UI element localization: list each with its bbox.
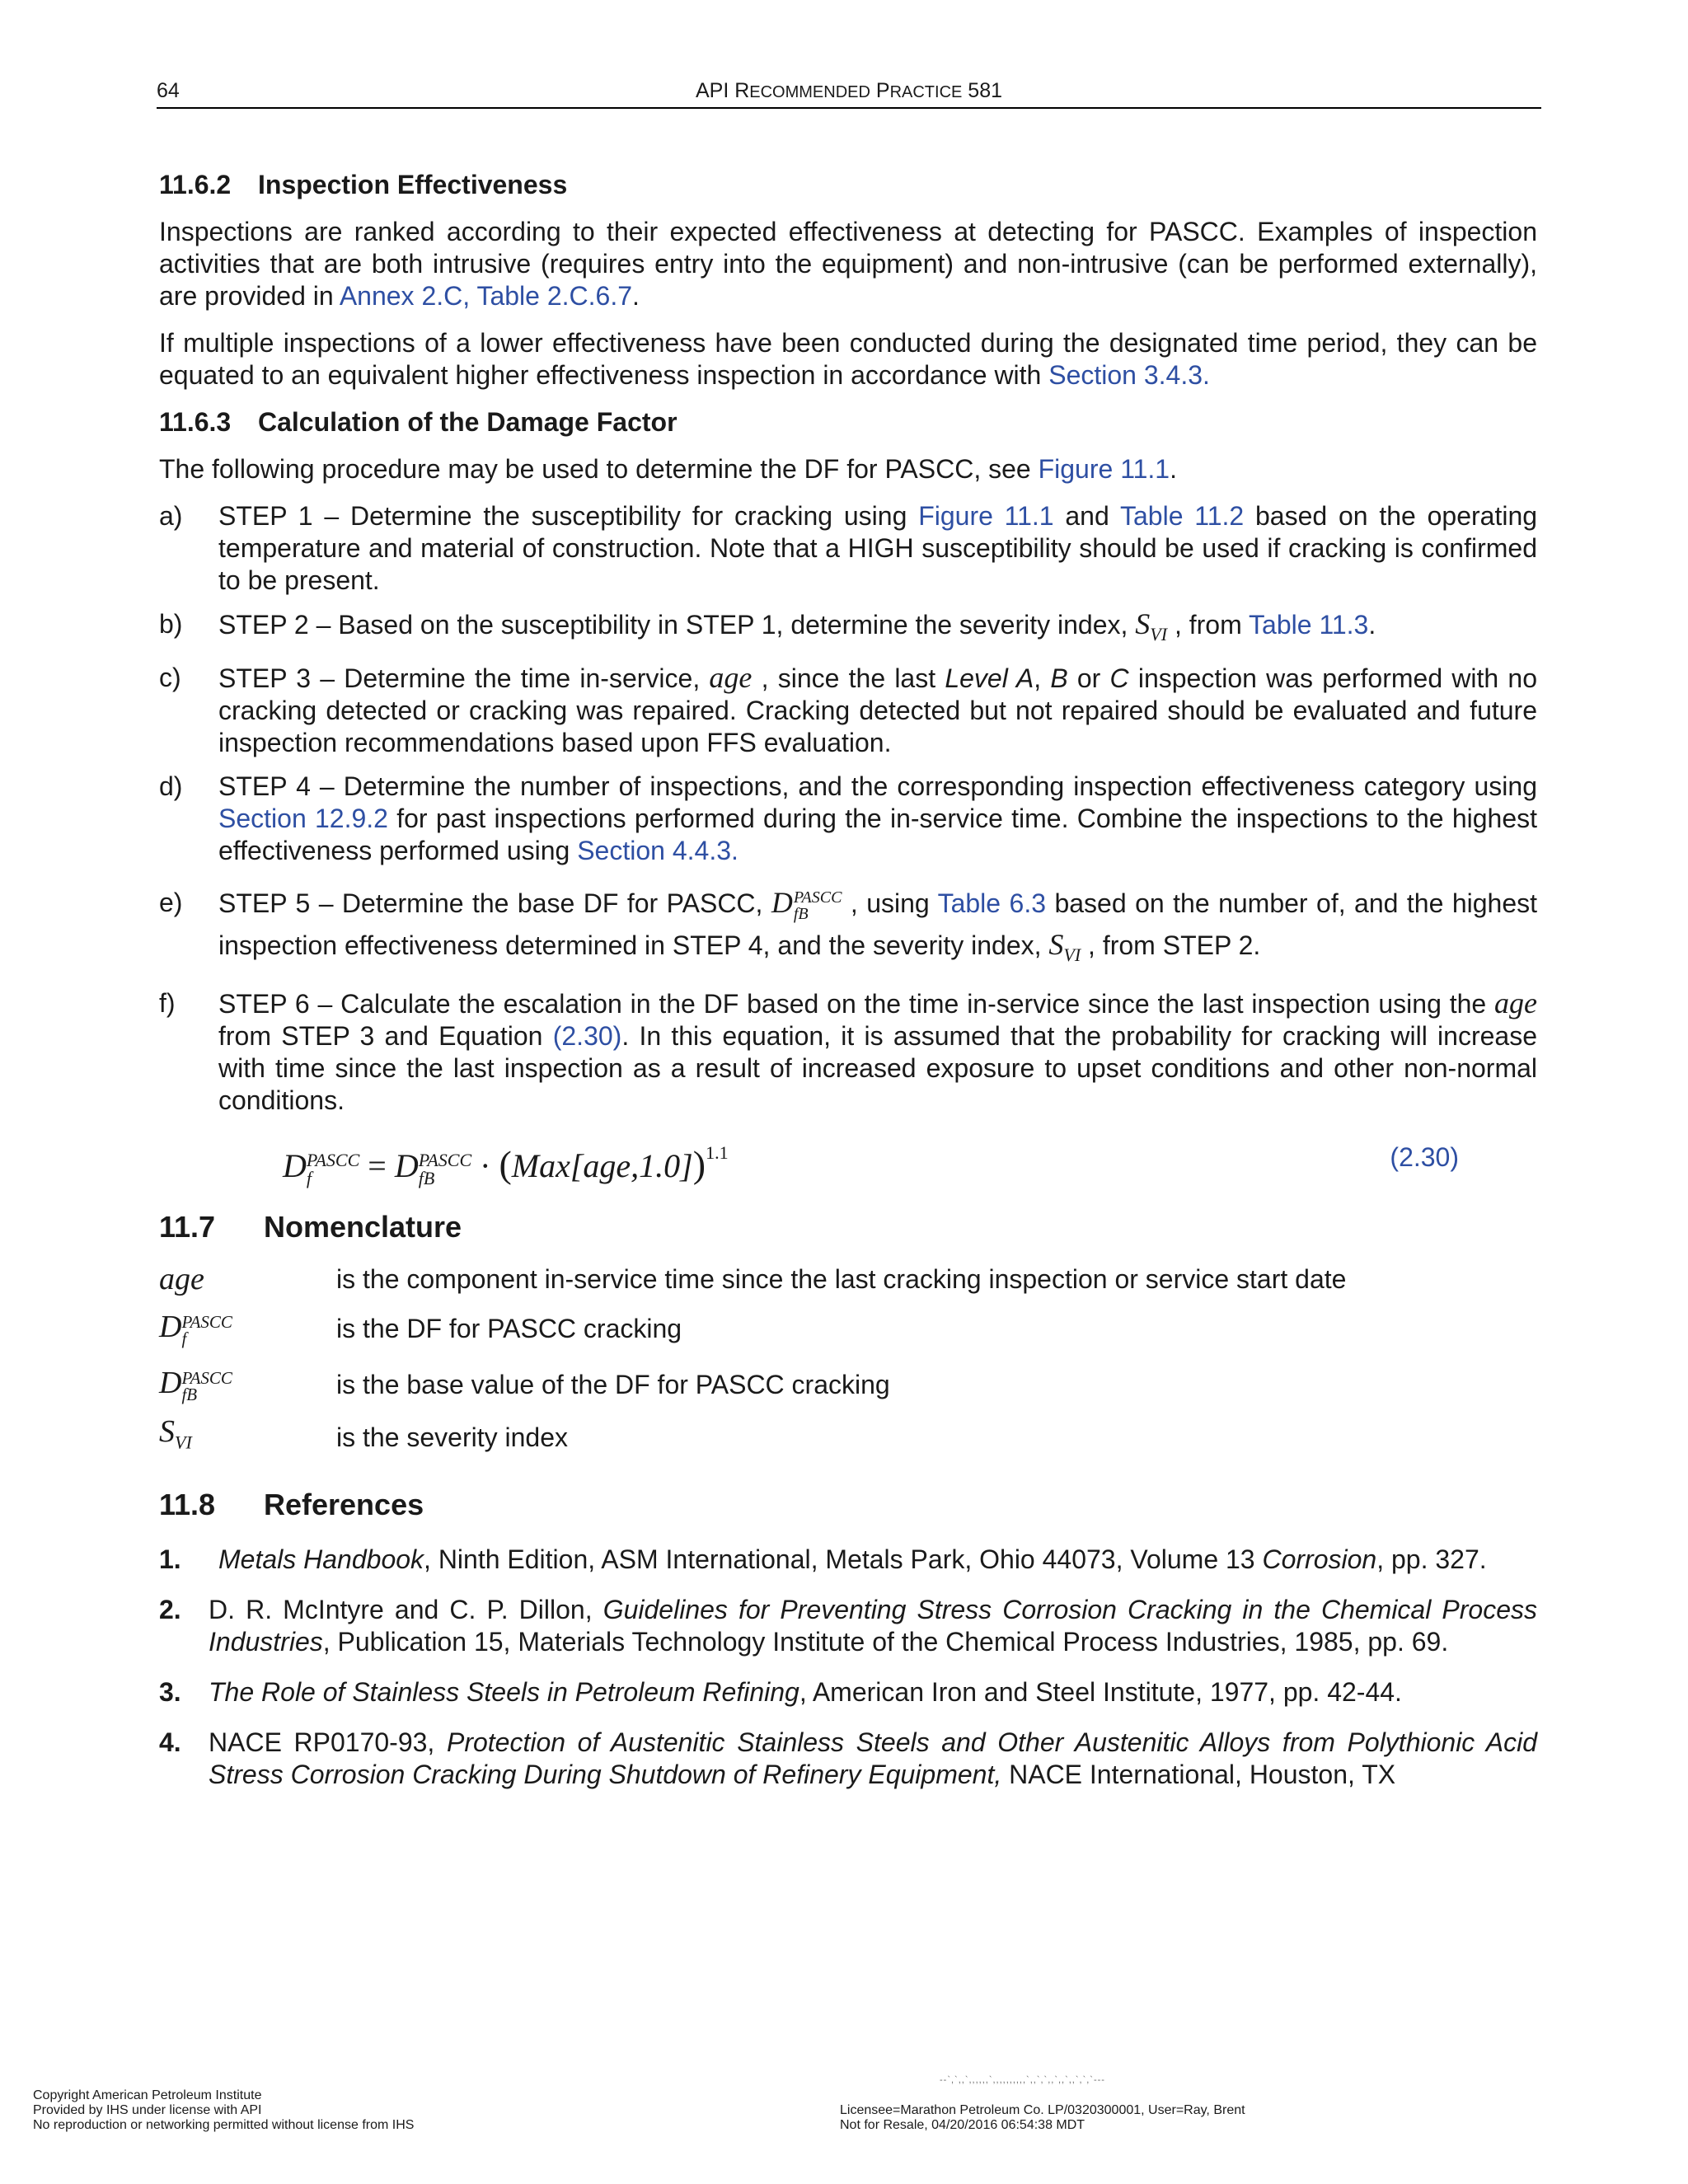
symbol-svi: $S_{VI}$ <box>159 1414 192 1453</box>
step-f: f) STEP 6 – Calculate the escalation in the DF based on the time in-service since the last inspection using the age from STEP 3 and Equation (2.30). In this equation, it is assumed that the probability for cracking will increase with time since the last inspection as a result of increased exposure to upset conditions and other non-normal conditions. <box>159 987 1538 1116</box>
link-annex-2c[interactable]: Annex 2.C, Table 2.C.6.7 <box>339 281 632 311</box>
equation-body: D PASCC f = D PASCC fB · $(Max[age,1.0])^{1.1}$ <box>283 1142 729 1189</box>
step-a: a) STEP 1 – Determine the susceptibility for cracking using Figure 11.1 and Table 11.2 based on the operating temperature and material of construction. Note that a HIGH susceptibility should be used if cracking is confirmed to be present. <box>159 501 1538 595</box>
reference-item: 4. NACE RP0170-93, Protection of Austenitic Stainless Steels and Other Austenitic Alloys from Polythionic Acid Stress Corrosion Cracking During Shutdown of Refinery Equipment, NACE International, Houston, TX <box>159 1727 1538 1789</box>
nomenclature-row-df-base: D PASCC fB is the base value of the DF for PASCC cracking <box>159 1366 890 1404</box>
heading-11-6-3: 11.6.3 Calculation of the Damage Factor <box>159 407 678 437</box>
equation-2-30 <box>159 1128 1537 1193</box>
heading-11-6-2: 11.6.2 Inspection Effectiveness <box>159 170 568 199</box>
symbol-df: D PASCC f <box>159 1310 232 1348</box>
nomenclature-row-svi: $S_{VI}$ is the severity index <box>159 1416 1537 1459</box>
procedure-steps <box>159 500 1537 1117</box>
footer-license: Licensee=Marathon Petroleum Co. LP/0320300001, User=Ray, Brent Not for Resale, 04/20/2016 06:54:38 MDT <box>840 2103 1245 2132</box>
reference-item: 2. D. R. McIntyre and C. P. Dillon, Guidelines for Preventing Stress Corrosion Cracking in the Chemical Process Industries, Publication 15, Materials Technology Institute of the Chemical Process Industries, 1985, pp. 69. <box>159 1594 1538 1657</box>
symbol-df-base: D PASCC fB <box>159 1366 232 1404</box>
link-section-3-4-3[interactable]: Section 3.4.3. <box>1048 360 1210 390</box>
page-content <box>159 169 1537 1809</box>
symbol-age: age <box>159 1261 204 1296</box>
page-header <box>157 79 1541 109</box>
link-figure-11-1[interactable]: Figure 11.1 <box>1038 454 1170 484</box>
page-number: 64 <box>157 79 180 102</box>
paragraph-multiple-inspections: If multiple inspections of a lower effectiveness have been conducted during the designated time period, they can be equated to an equivalent higher effectiveness inspection in accordance with Section 3.4.3. <box>159 328 1537 390</box>
footer-watermark: --`,`,,`,,,,,,`,,,,,,,,,,`,,`,`,,`,,`,,`,`,`--- <box>940 2075 1105 2085</box>
reference-item: 1. Metals Handbook, Ninth Edition, ASM International, Metals Park, Ohio 44073, Volume 13 Corrosion, pp. 327. <box>159 1544 1487 1574</box>
step-d: d) STEP 4 – Determine the number of inspections, and the corresponding inspection effectiveness category using Section 12.9.2 for past inspections performed during the in-service time. Combine the inspections to the highest effectiveness performed using Section 4.4.3. <box>159 771 1538 866</box>
nomenclature-row-df: D PASCC f is the DF for PASCC cracking <box>159 1310 682 1348</box>
symbol-age: age <box>709 661 753 695</box>
symbol-svi: $S_{VI}$ <box>1135 607 1168 645</box>
heading-11-8: 11.8 References <box>159 1487 424 1521</box>
link-figure-11-1[interactable]: Figure 11.1 <box>918 501 1054 531</box>
symbol-df-base: D PASCC fB <box>771 886 842 923</box>
nomenclature-row-age: age is the component in-service time since the last cracking inspection or service start date <box>159 1261 1347 1296</box>
heading-11-7: 11.7 Nomenclature <box>159 1210 462 1244</box>
step-e: e) STEP 5 – Determine the base DF for PASCC, D PASCC fB , using Table 6.3 based on the number of, and the highest inspection effectiveness determined in STEP 4, and the severity index, $S_{VI}$ , from STEP 2. <box>159 886 1538 966</box>
link-table-6-3[interactable]: Table 6.3 <box>937 888 1047 919</box>
paragraph-inspection-effectiveness: Inspections are ranked according to their expected effectiveness at detecting for PASCC. Examples of inspection activities that are both intrusive (requires entry into the equipment) and non-intrusive (can be performed externally), are provided in Annex 2.C, Table 2.C.6.7. <box>159 217 1537 311</box>
link-section-12-9-2[interactable]: Section 12.9.2 <box>218 804 388 834</box>
step-b: b) STEP 2 – Based on the susceptibility in STEP 1, determine the severity index, $S_{VI}$ , from Table 11.3. <box>159 607 1376 645</box>
link-section-4-4-3[interactable]: Section 4.4.3. <box>577 836 738 866</box>
link-equation-2-30[interactable]: (2.30) <box>552 1021 622 1052</box>
footer-copyright: Copyright American Petroleum Institute Provided by IHS under license with API No reproduction or networking permitted without license from IHS <box>33 2088 415 2132</box>
symbol-svi: $S_{VI}$ <box>1048 928 1081 966</box>
paragraph-procedure-intro: The following procedure may be used to determine the DF for PASCC, see Figure 11.1. <box>159 454 1177 484</box>
reference-item: 3. The Role of Stainless Steels in Petroleum Refining, American Iron and Steel Institute, 1977, pp. 42-44. <box>159 1676 1402 1707</box>
references-list <box>159 1544 1537 1791</box>
step-c: c) STEP 3 – Determine the time in-service, age , since the last Level A, B or C inspection was performed with no cracking detected or cracking was repaired. Cracking detected but not repaired should be evaluated and future inspection recommendations based upon FFS evaluation. <box>159 661 1538 758</box>
symbol-age: age <box>1494 987 1537 1020</box>
link-table-11-2[interactable]: Table 11.2 <box>1119 501 1245 531</box>
nomenclature-list <box>159 1261 1537 1459</box>
equation-number: (2.30) <box>1390 1142 1459 1173</box>
link-table-11-3[interactable]: Table 11.3 <box>1249 610 1369 640</box>
running-title: API RECOMMENDED PRACTICE 581 <box>695 79 1003 102</box>
